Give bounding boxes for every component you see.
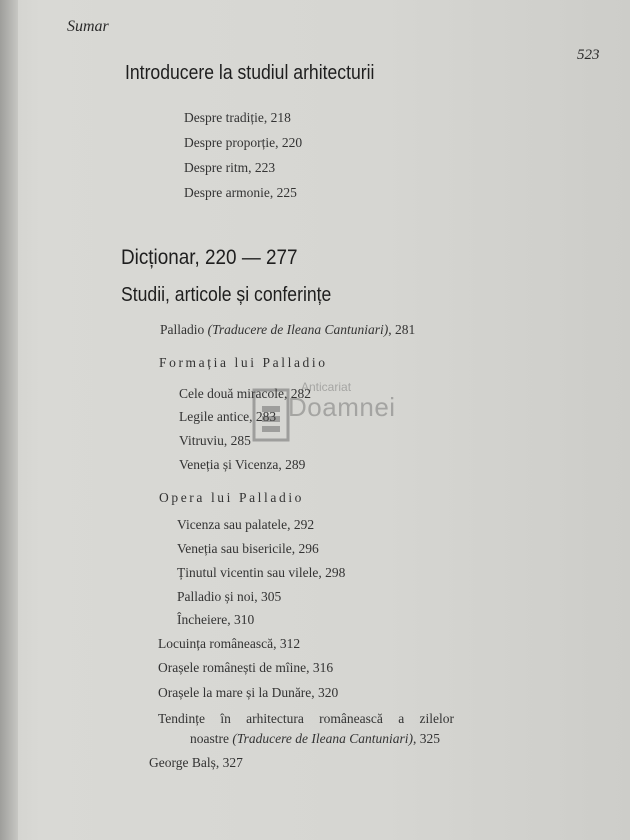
watermark-line1: Anticariat: [301, 380, 352, 394]
toc-entry: Legile antice, 283: [179, 409, 277, 424]
toc-entry: Veneția sau bisericile, 296: [177, 541, 319, 556]
word: zilelor: [419, 711, 454, 726]
word: Tendințe: [158, 711, 206, 726]
entry-continuation: noastre: [190, 731, 229, 746]
toc-entry: Locuința românească, 312: [158, 636, 301, 651]
toc-entry: Despre proporție, 220: [184, 135, 303, 150]
toc-entry: Vicenza sau palatele, 292: [177, 517, 315, 532]
toc-entry: Veneția și Vicenza, 289: [179, 457, 306, 472]
book-gutter-shadow: [0, 0, 18, 840]
subsection-heading-opera: Opera lui Palladio: [159, 490, 305, 505]
word: în: [220, 711, 231, 726]
section-heading-introducere: Introducere la studiul arhitecturii: [125, 62, 375, 84]
word: românească: [319, 711, 383, 726]
word: a: [398, 711, 405, 726]
toc-entry-tendinte-line1: [158, 711, 454, 727]
translator-note: (Traducere de Ileana Cantuniari): [232, 731, 413, 746]
toc-entry-palladio: [160, 322, 415, 338]
running-head: Sumar: [67, 18, 109, 35]
watermark: [228, 378, 408, 444]
toc-entry: Cele două miracole, 282: [179, 386, 311, 401]
toc-entry: Despre tradiție, 218: [184, 110, 291, 125]
toc-entry: Încheiere, 310: [177, 612, 255, 627]
entry-page: , 281: [388, 322, 416, 337]
toc-entry: Despre armonie, 225: [184, 185, 297, 200]
section-heading-studii: Studii, articole și conferințe: [121, 284, 332, 306]
watermark-line2: Doamnei: [288, 392, 396, 422]
word: arhitectura: [246, 711, 304, 726]
toc-entry: Orașele românești de mîine, 316: [158, 660, 334, 675]
entry-page: , 325: [412, 731, 440, 746]
toc-entry: George Balș, 327: [149, 755, 243, 770]
toc-entry: Palladio și noi, 305: [177, 589, 282, 604]
toc-entry: Vitruviu, 285: [179, 433, 251, 448]
section-heading-dictionar: Dicționar, 220 — 277: [121, 246, 298, 269]
toc-entry-tendinte-line2: [190, 731, 440, 747]
toc-entry: Ținutul vicentin sau vilele, 298: [177, 565, 346, 580]
translator-note: (Traducere de Ileana Cantuniari): [207, 322, 389, 337]
entry-title: Palladio: [160, 322, 205, 337]
toc-entry: Despre ritm, 223: [184, 160, 276, 175]
subsection-heading-formatia: Formația lui Palladio: [159, 355, 328, 370]
toc-entry: Orașele la mare și la Dunăre, 320: [158, 685, 339, 700]
page-number: 523: [577, 47, 600, 63]
